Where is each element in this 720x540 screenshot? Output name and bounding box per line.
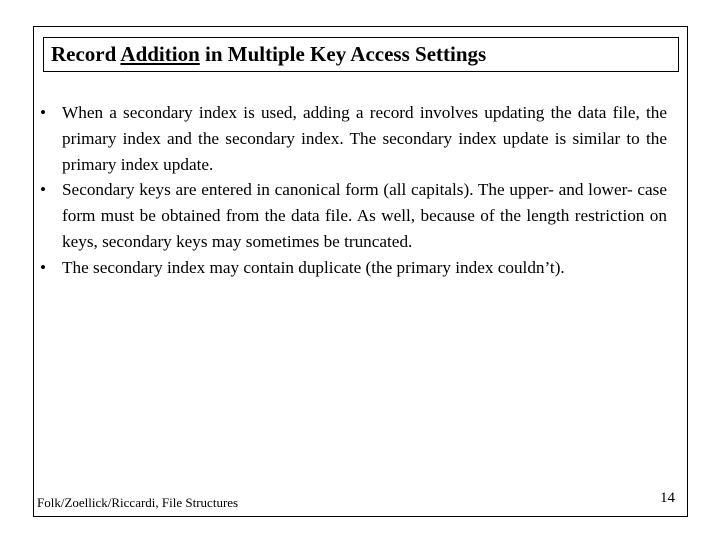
slide-title — [51, 44, 486, 65]
bullet-icon: • — [40, 103, 47, 122]
bullet-text: When a secondary index is used, adding a record involves updating the data file, the primary index and the secondary index. The secondary index update is similar to the primary index update. — [62, 103, 667, 174]
bullet-text: Secondary keys are entered in canonical form (all capitals). The upper- and lower- case form must be obtained from the data file. As well, because of the length restriction on keys, secondary keys may sometimes be truncated. — [62, 180, 667, 251]
title-part-rest: in Multiple Key Access Settings — [199, 42, 487, 66]
bullet-text: The secondary index may contain duplicate (the primary index couldn’t). — [62, 257, 565, 277]
bullet-item — [40, 100, 667, 177]
bullet-icon: • — [40, 180, 47, 200]
page-number: 14 — [660, 490, 675, 506]
title-part-record: Record — [51, 42, 121, 66]
bullet-icon: • — [40, 257, 47, 277]
bullet-item — [40, 255, 667, 281]
footer-credit: Folk/Zoellick/Riccardi, File Structures — [37, 495, 239, 510]
title-box — [43, 37, 679, 72]
title-part-addition: Addition — [120, 42, 200, 66]
bullet-list — [40, 100, 667, 281]
bullet-item — [40, 177, 667, 254]
